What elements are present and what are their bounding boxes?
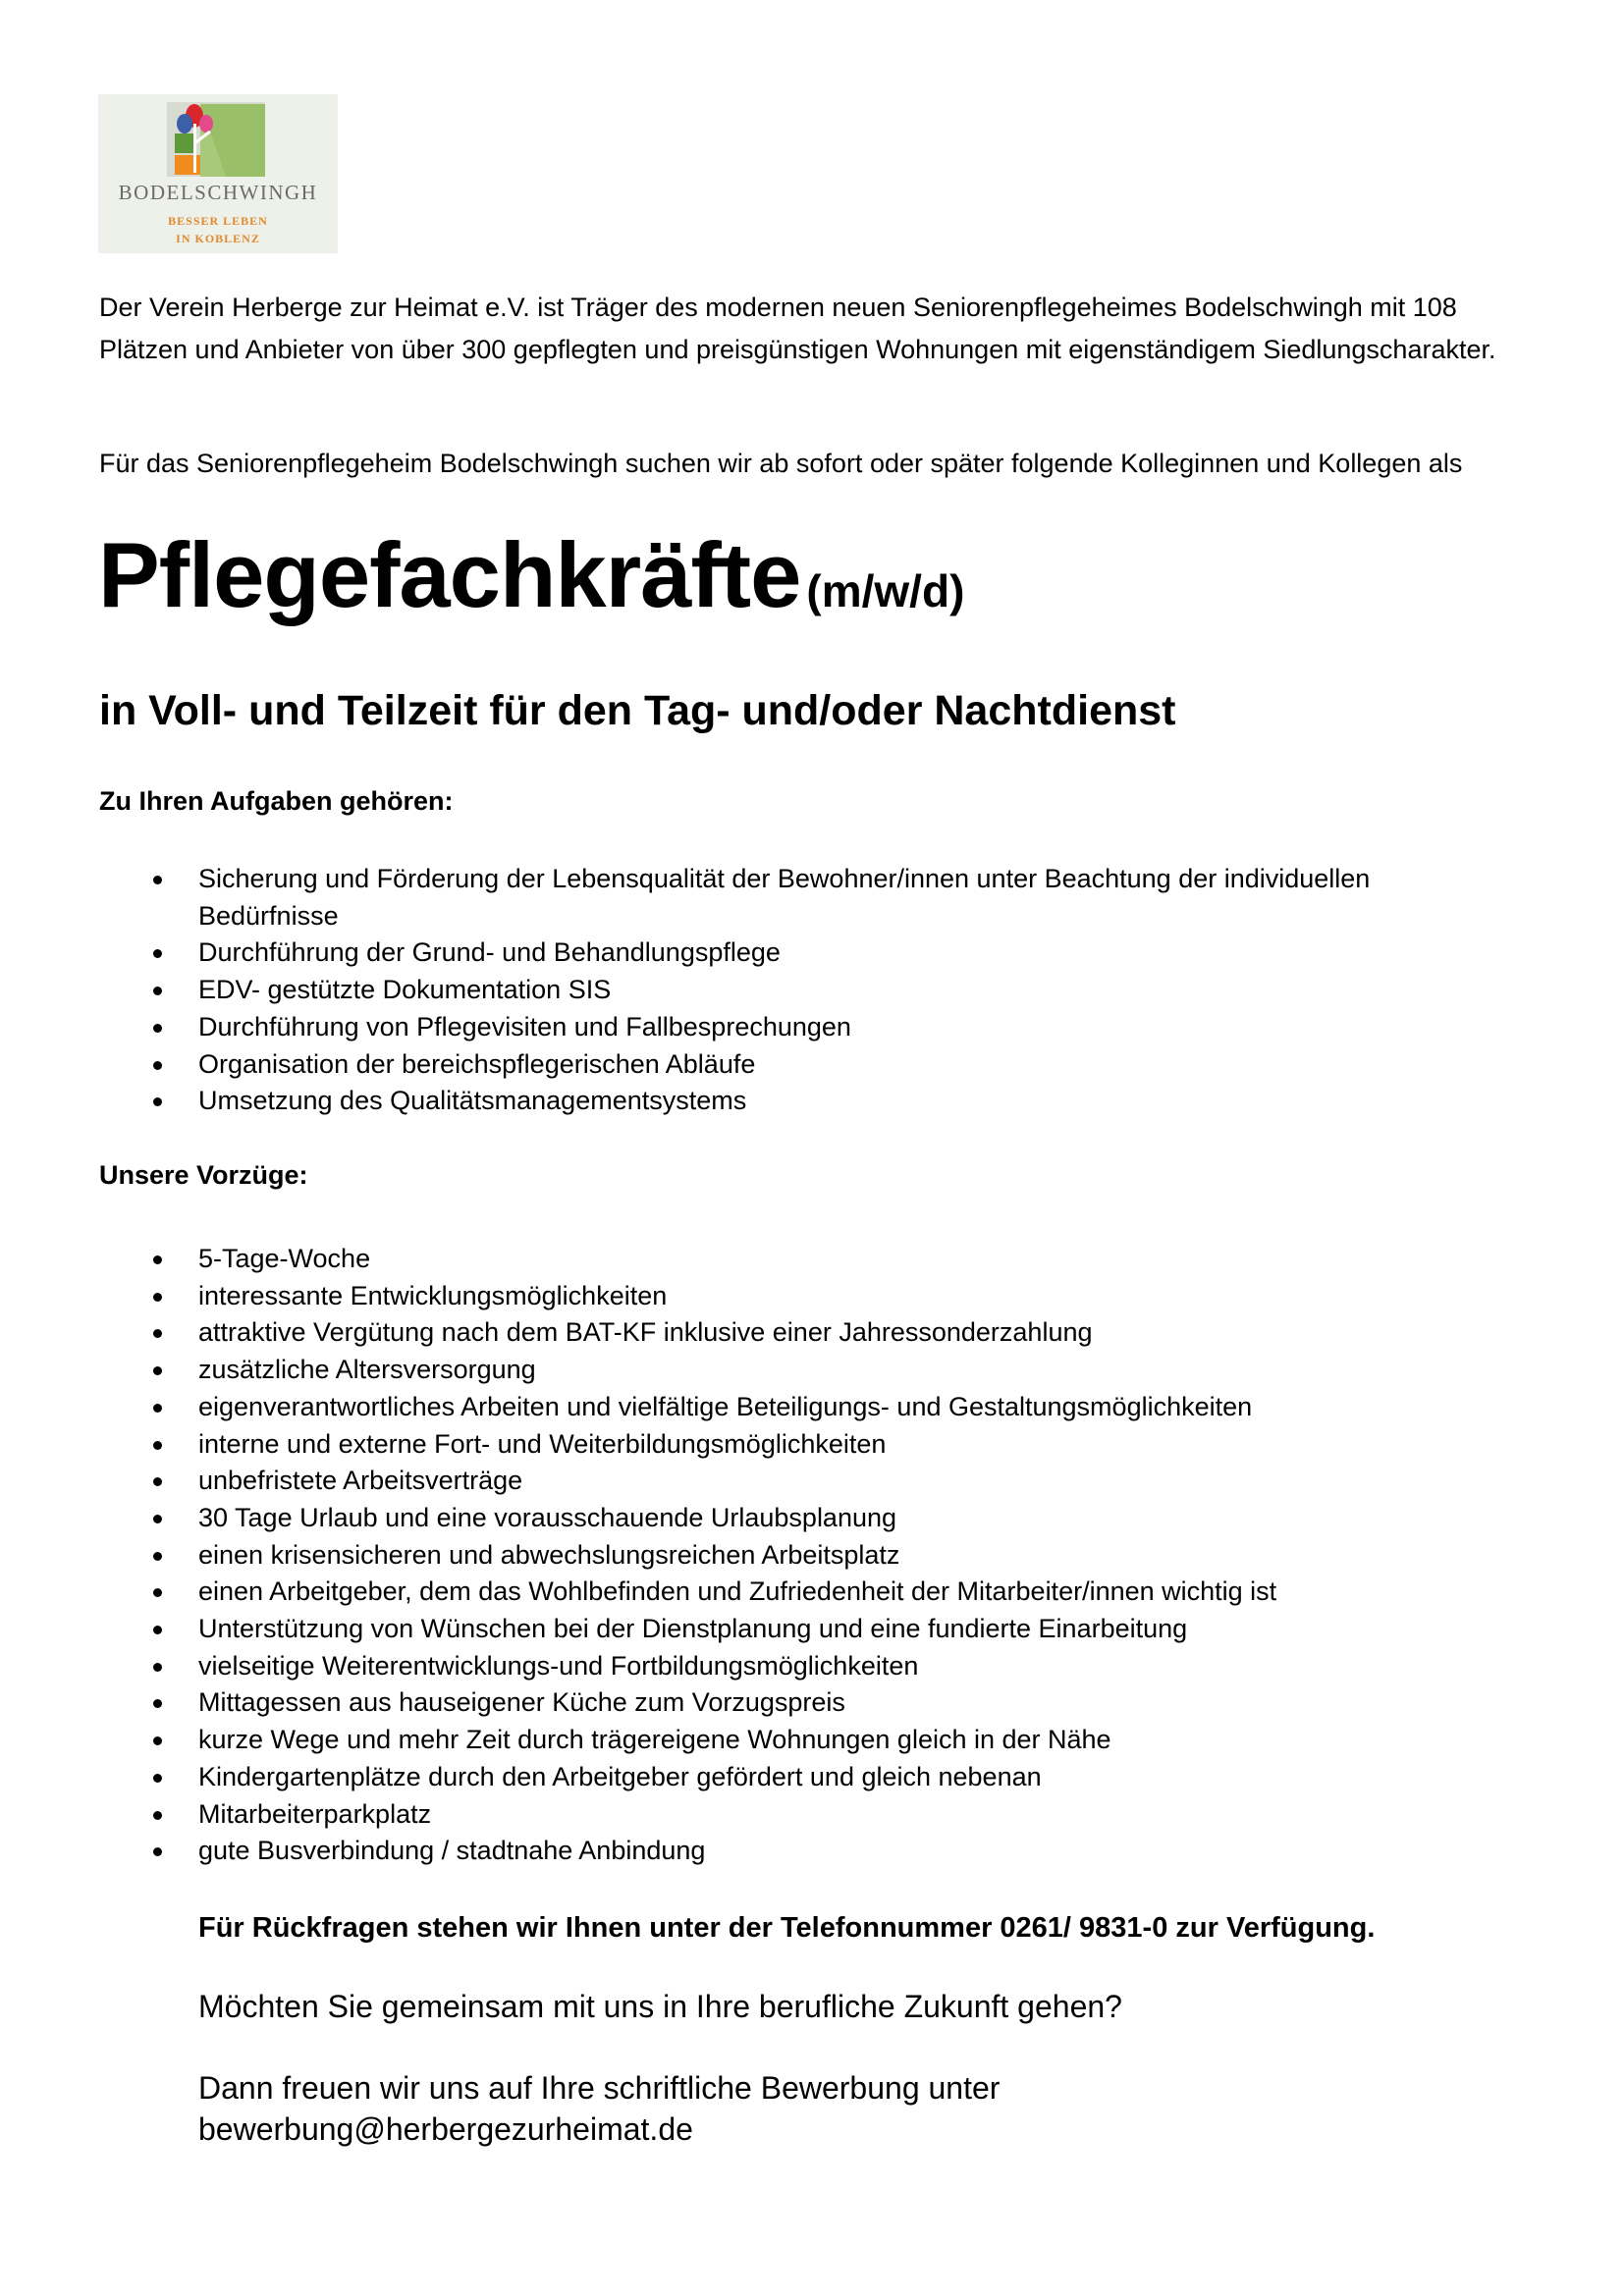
- contact-info: Für Rückfragen stehen wir Ihnen unter der Telefonnummer 0261/ 9831-0 zur Verfügung.: [198, 1912, 1376, 1944]
- list-item: Kindergartenplätze durch den Arbeitgeber gefördert und gleich nebenan: [99, 1759, 1513, 1796]
- logo-tagline-1: BESSER LEBEN: [168, 214, 268, 228]
- list-item: Durchführung der Grund- und Behandlungspflege: [99, 934, 1513, 972]
- tasks-heading: Zu Ihren Aufgaben gehören:: [99, 786, 454, 816]
- list-item: unbefristete Arbeitsverträge: [99, 1463, 1513, 1500]
- logo-wordmark: BODELSCHWINGH: [118, 181, 318, 204]
- list-item: interessante Entwicklungsmöglichkeiten: [99, 1278, 1513, 1315]
- list-item: Sicherung und Förderung der Lebensqualität der Bewohner/innen unter Beachtung der individuellen Bedürfnisse: [99, 861, 1514, 934]
- list-item: einen Arbeitgeber, dem das Wohlbefinden und Zufriedenheit der Mitarbeiter/innen wichtig ist: [99, 1574, 1513, 1611]
- application-email: bewerbung@herbergezurheimat.de: [198, 2111, 693, 2147]
- intro-search-paragraph: Für das Seniorenpflegeheim Bodelschwingh suchen wir ab sofort oder später folgende Kolleginnen und Kollegen als: [99, 449, 1463, 478]
- list-item: Mittagessen aus hauseigener Küche zum Vorzugspreis: [99, 1684, 1513, 1722]
- list-item: eigenverantwortliches Arbeiten und vielfältige Beteiligungs- und Gestaltungsmöglichkeiten: [99, 1389, 1513, 1426]
- list-item: 5-Tage-Woche: [99, 1241, 1513, 1278]
- benefits-heading: Unsere Vorzüge:: [99, 1160, 308, 1190]
- closing-question: Möchten Sie gemeinsam mit uns in Ihre berufliche Zukunft gehen?: [198, 1989, 1122, 2024]
- list-item: 30 Tage Urlaub und eine vorausschauende Urlaubsplanung: [99, 1500, 1513, 1537]
- list-item: interne und externe Fort- und Weiterbildungsmöglichkeiten: [99, 1426, 1513, 1464]
- job-title-suffix: (m/w/d): [806, 565, 965, 616]
- intro-paragraph: Der Verein Herberge zur Heimat e.V. ist Träger des modernen neuen Seniorenpflegeheimes Bodelschwingh mit 108 Plätzen und Anbieter von über 300 gepflegten und preisgünstigen Wohnungen mit eigenständigem Siedlungscharakter.: [99, 293, 1496, 364]
- list-item: Umsetzung des Qualitätsmanagementsystems: [99, 1083, 1513, 1120]
- logo-emblem-icon: [98, 94, 338, 253]
- company-logo: [98, 94, 338, 253]
- application-info: [198, 2067, 1000, 2150]
- list-item: vielseitige Weiterentwicklungs-und Fortbildungsmöglichkeiten: [99, 1648, 1513, 1685]
- benefits-list: [99, 1241, 1513, 1870]
- list-item: einen krisensicheren und abwechslungsreichen Arbeitsplatz: [99, 1537, 1513, 1575]
- list-item: kurze Wege und mehr Zeit durch trägereigene Wohnungen gleich in der Nähe: [99, 1722, 1513, 1759]
- list-item: Mitarbeiterparkplatz: [99, 1796, 1513, 1834]
- job-title: [98, 522, 964, 628]
- logo-tagline-2: IN KOBLENZ: [176, 232, 260, 245]
- list-item: EDV- gestützte Dokumentation SIS: [99, 972, 1513, 1009]
- job-subtitle: in Voll- und Teilzeit für den Tag- und/oder Nachtdienst: [99, 687, 1176, 734]
- list-item: gute Busverbindung / stadtnahe Anbindung: [99, 1833, 1513, 1870]
- list-item: Durchführung von Pflegevisiten und Fallbesprechungen: [99, 1009, 1513, 1046]
- job-title-main: Pflegefachkräfte: [98, 523, 801, 626]
- tasks-list: [99, 861, 1513, 1120]
- list-item: zusätzliche Altersversorgung: [99, 1352, 1513, 1389]
- list-item: Unterstützung von Wünschen bei der Dienstplanung und eine fundierte Einarbeitung: [99, 1611, 1513, 1648]
- application-text: Dann freuen wir uns auf Ihre schriftliche Bewerbung unter: [198, 2070, 1001, 2106]
- list-item: attraktive Vergütung nach dem BAT-KF inklusive einer Jahressonderzahlung: [99, 1314, 1513, 1352]
- list-item: Organisation der bereichspflegerischen Abläufe: [99, 1046, 1513, 1084]
